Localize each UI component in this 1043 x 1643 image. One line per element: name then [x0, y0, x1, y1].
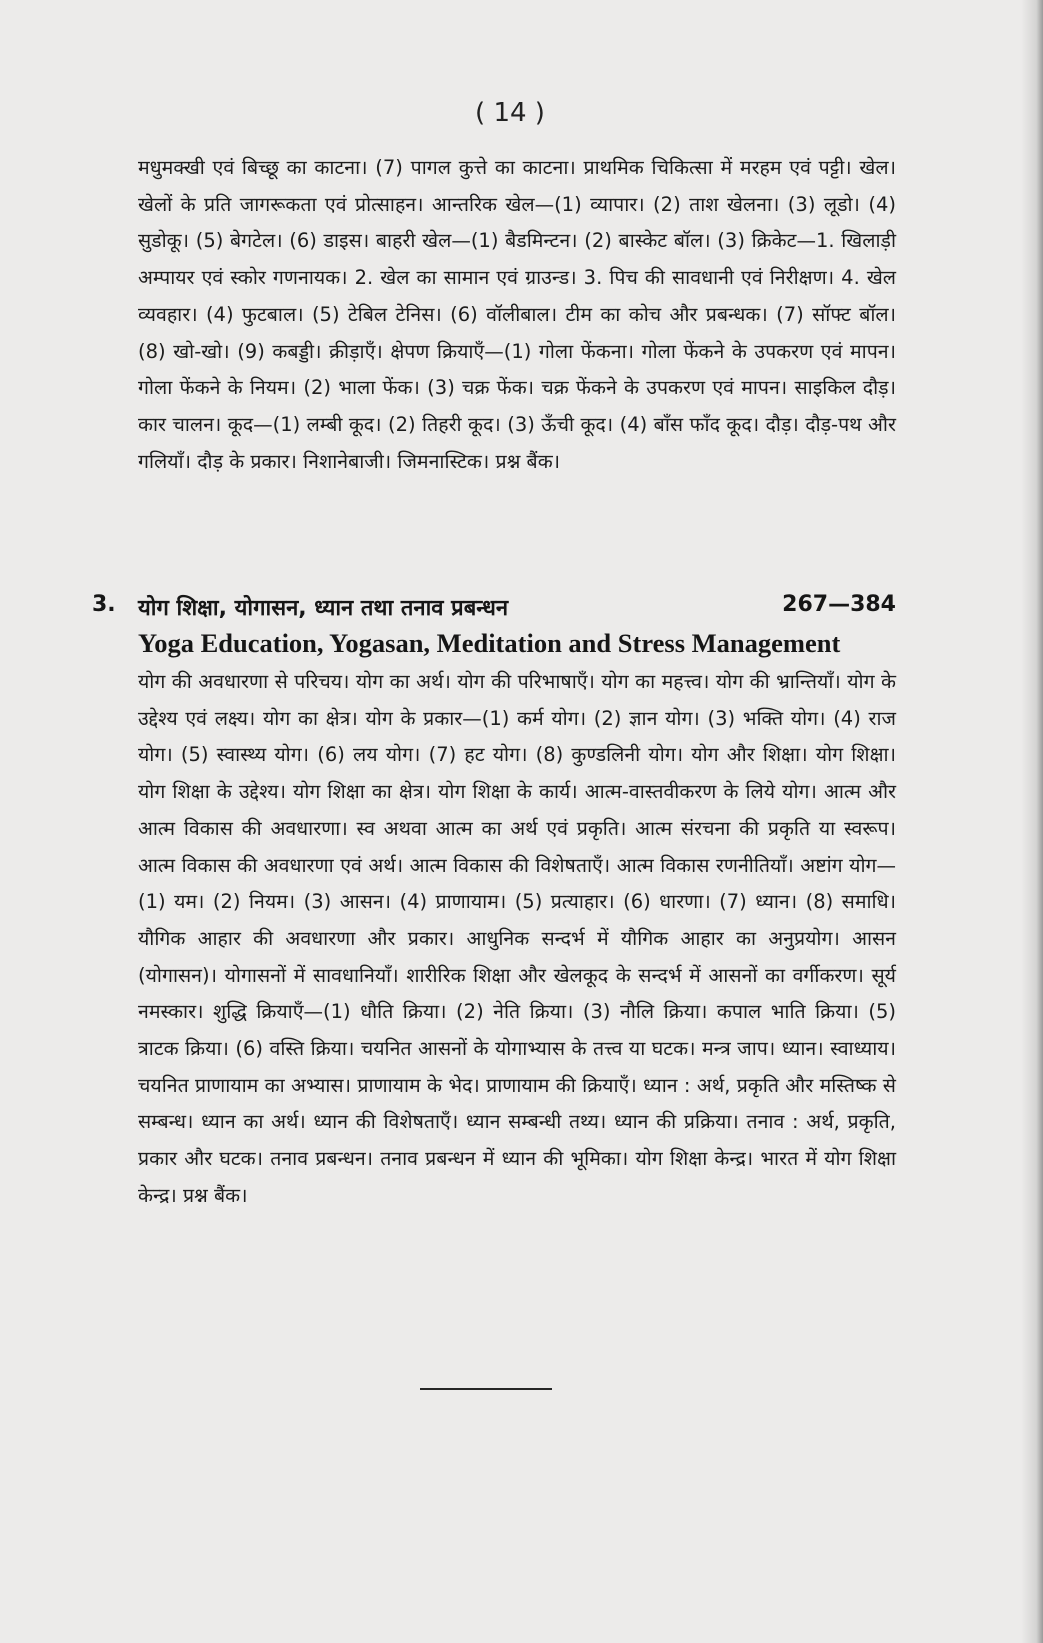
section-title-hindi: योग शिक्षा, योगासन, ध्यान तथा तनाव प्रबन्धन	[138, 596, 509, 621]
page-number: ( 14 )	[475, 98, 545, 128]
end-divider-rule	[420, 1388, 552, 1390]
section-title-english: Yoga Education, Yogasan, Meditation and Stress Management	[138, 628, 841, 658]
section-2-contents-continued: मधुमक्खी एवं बिच्छू का काटना। (7) पागल कुत्ते का काटना। प्राथमिक चिकित्सा में मरहम एवं पट्टी। खेल। खेलों के प्रति जागरूकता एवं प्रोत्साहन। आन्तरिक खेल—(1) व्यापार। (2) ताश खेलना। (3) लूडो। (4) सुडोकू। (5) बेगटेल। (6) डाइस। बाहरी खेल—(1) बैडमिन्टन। (2) बास्केट बॉल। (3) क्रिकेट—1. खिलाड़ी अम्पायर एवं स्कोर गणनायक। 2. खेल का सामान एवं ग्राउन्ड। 3. पिच की सावधानी एवं निरीक्षण। 4. खेल व्यवहार। (4) फुटबाल। (5) टेबिल टेनिस। (6) वॉलीबाल। टीम का कोच और प्रबन्धक। (7) सॉफ्ट बॉल। (8) खो-खो। (9) कबड्डी। क्रीड़ाएँ। क्षेपण क्रियाएँ—(1) गोला फेंकना। गोला फेंकने के उपकरण एवं मापन। गोला फेंकने के नियम। (2) भाला फेंक। (3) चक्र फेंक। चक्र फेंकने के उपकरण एवं मापन। साइकिल दौड़। कार चालन। कूद—(1) लम्बी कूद। (2) तिहरी कूद। (3) ऊँची कूद। (4) बाँस फाँद कूद। दौड़। दौड़-पथ और गलियाँ। दौड़ के प्रकार। निशानेबाजी। जिमनास्टिक। प्रश्न बैंक।	[138, 156, 896, 473]
section-page-range: 267—384	[782, 592, 896, 617]
section-3-heading	[92, 588, 896, 628]
page-edge-shadow	[1021, 0, 1043, 1643]
section-3-contents: योग की अवधारणा से परिचय। योग का अर्थ। योग की परिभाषाएँ। योग का महत्त्व। योग की भ्रान्तियाँ। योग के उद्देश्य एवं लक्ष्य। योग का क्षेत्र। योग के प्रकार—(1) कर्म योग। (2) ज्ञान योग। (3) भक्ति योग। (4) राज योग। (5) स्वास्थ्य योग। (6) लय योग। (7) हट योग। (8) कुण्डलिनी योग। योग और शिक्षा। योग शिक्षा। योग शिक्षा के उद्देश्य। योग शिक्षा का क्षेत्र। योग शिक्षा के कार्य। आत्म-वास्तवीकरण के लिये योग। आत्म और आत्म विकास की अवधारणा। स्व अथवा आत्म का अर्थ एवं प्रकृति। आत्म संरचना की प्रकृति या स्वरूप। आत्म विकास की अवधारणा एवं अर्थ। आत्म विकास की विशेषताएँ। आत्म विकास रणनीतियाँ। अष्टांग योग—(1) यम। (2) नियम। (3) आसन। (4) प्राणायाम। (5) प्रत्याहार। (6) धारणा। (7) ध्यान। (8) समाधि। यौगिक आहार की अवधारणा और प्रकार। आधुनिक सन्दर्भ में यौगिक आहार का अनुप्रयोग। आसन (योगासन)। योगासनों में सावधानियाँ। शारीरिक शिक्षा और खेलकूद के सन्दर्भ में आसनों का वर्गीकरण। सूर्य नमस्कार। शुद्धि क्रियाएँ—(1) धौति क्रिया। (2) नेति क्रिया। (3) नौलि क्रिया। कपाल भाति क्रिया। (5) त्राटक क्रिया। (6) वस्ति क्रिया। चयनित आसनों के योगाभ्यास के तत्त्व या घटक। मन्त्र जाप। ध्यान। स्वाध्याय। चयनित प्राणायाम का अभ्यास। प्राणायाम के भेद। प्राणायाम की क्रियाएँ। ध्यान : अर्थ, प्रकृति और मस्तिष्क से सम्बन्ध। ध्यान का अर्थ। ध्यान की विशेषताएँ। ध्यान सम्बन्धी तथ्य। ध्यान की प्रक्रिया। तनाव : अर्थ, प्रकृति, प्रकार और घटक। तनाव प्रबन्धन। तनाव प्रबन्धन में ध्यान की भूमिका। योग शिक्षा केन्द्र। भारत में योग शिक्षा केन्द्र। प्रश्न बैंक।	[138, 670, 896, 1207]
section-number: 3.	[92, 592, 116, 617]
